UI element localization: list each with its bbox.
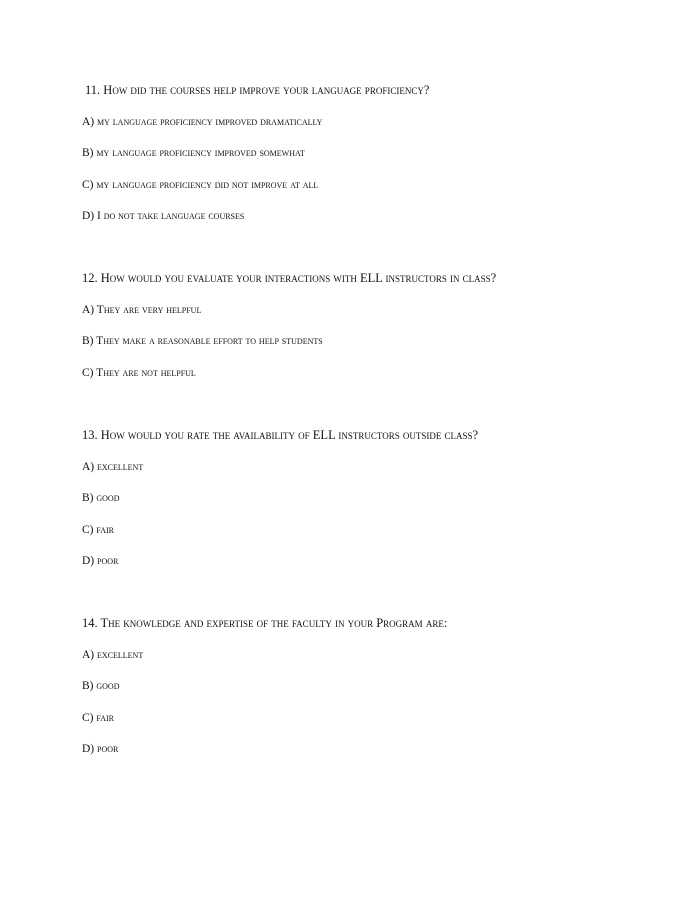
question-11 [82,82,662,222]
question-12-text: 12. How would you evaluate your interactions with ELL instructors in class? [82,271,497,285]
question-11-option-c: C) my language proficiency did not improve at all [82,179,319,191]
question-12-option-c: C) They are not helpful [82,367,196,379]
question-14-option-c: C) fair [82,712,115,724]
question-11-option-b: B) my language proficiency improved somewhat [82,147,305,159]
question-11-text: 11. How did the courses help improve your language proficiency? [85,83,430,97]
question-14-option-a: A) excellent [82,649,144,661]
question-14-option-b: B) good [82,680,120,692]
question-13 [82,427,662,567]
question-11-option-d: D) I do not take language courses [82,210,245,222]
question-12 [82,270,662,379]
question-13-option-a: A) excellent [82,461,144,473]
question-13-text: 13. How would you rate the availability of ELL instructors outside class? [82,428,479,442]
question-14-text: 14. The knowledge and expertise of the faculty in your Program are: [82,616,448,630]
question-13-option-d: D) poor [82,555,119,567]
question-14-option-d: D) poor [82,743,119,755]
question-14 [82,615,662,755]
question-13-option-b: B) good [82,492,120,504]
question-12-option-a: A) They are very helpful [82,304,202,316]
question-11-option-a: A) my language proficiency improved dramatically [82,116,323,128]
question-12-option-b: B) They make a reasonable effort to help students [82,335,323,347]
question-13-option-c: C) fair [82,524,115,536]
